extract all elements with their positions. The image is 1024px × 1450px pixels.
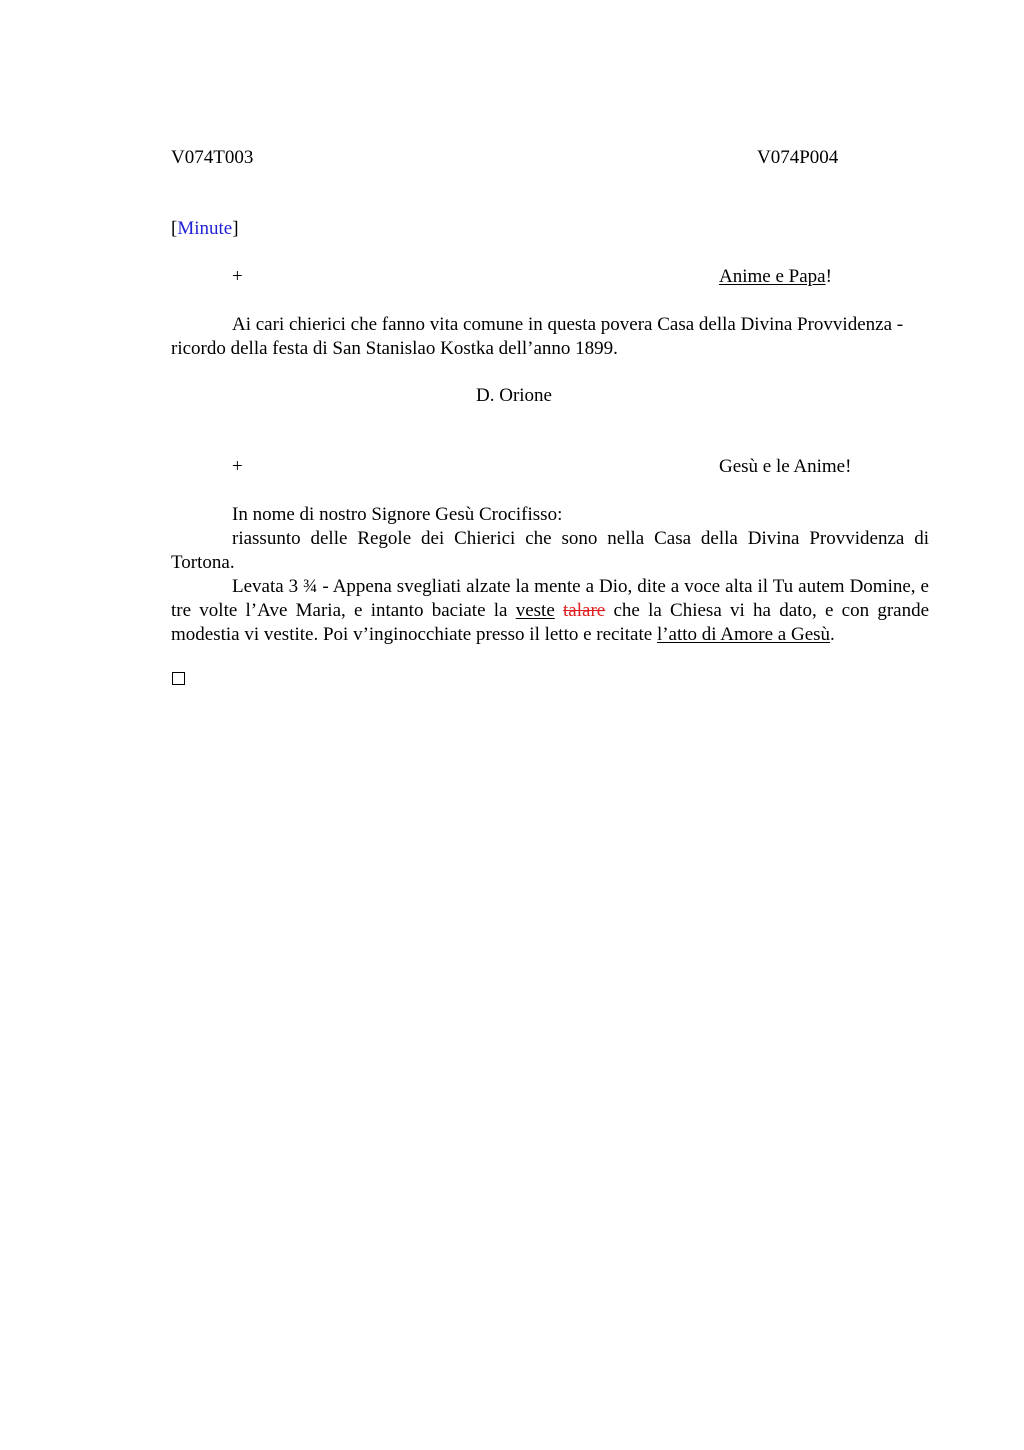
- page-code-left: V074T003: [171, 147, 254, 168]
- page-code-right: V074P004: [757, 147, 839, 168]
- motto-gesu-e-le-anime: Gesù e le Anime!: [719, 456, 852, 477]
- rules-body: [171, 503, 929, 647]
- underlined-atto-di-amore: l’atto di Amore a Gesù: [656, 624, 831, 645]
- tag-close-bracket: ]: [232, 218, 239, 239]
- struck-word-talare: talare: [563, 600, 606, 621]
- rules-summary: riassunto delle Regole dei Chierici che sono nella Casa della Divina Provvidenza di Tortona.: [171, 528, 929, 573]
- rule-text-part2: che la Chiesa vi ha dato, e con grande modestia vi vestite. Poi v’inginocchiate presso il letto e recitate: [171, 600, 930, 645]
- tag-word-minute: Minute: [177, 218, 233, 239]
- cross-symbol-2: +: [232, 456, 243, 477]
- document-type-tag: [171, 217, 239, 241]
- cross-symbol-1: +: [232, 266, 243, 287]
- invocation-line: In nome di nostro Signore Gesù Crocifisso:: [232, 504, 563, 525]
- dedication-paragraph: Ai cari chierici che fanno vita comune in questa povera Casa della Divina Provvidenza - ricordo della festa di San Stanislao Kostka dell’anno 1899.: [171, 314, 904, 359]
- rule-levata: [171, 575, 929, 647]
- tag-open-bracket: [: [171, 218, 178, 239]
- rule-end-period: .: [830, 624, 835, 645]
- rule-space: [555, 600, 563, 621]
- underlined-veste: veste: [515, 600, 555, 621]
- motto-exclamation: !: [825, 266, 832, 287]
- motto-anime-e-papa: [719, 265, 832, 289]
- checkbox-square-icon[interactable]: [172, 672, 185, 685]
- signature: D. Orione: [476, 385, 552, 406]
- motto-underlined-text: Anime e Papa: [719, 266, 826, 287]
- rule-text-part1: Levata 3 ¾ - Appena svegliati alzate la mente a Dio, dite a voce alta il Tu autem Domine, e tre volte l’Ave Maria, e intanto baciate la: [171, 576, 929, 621]
